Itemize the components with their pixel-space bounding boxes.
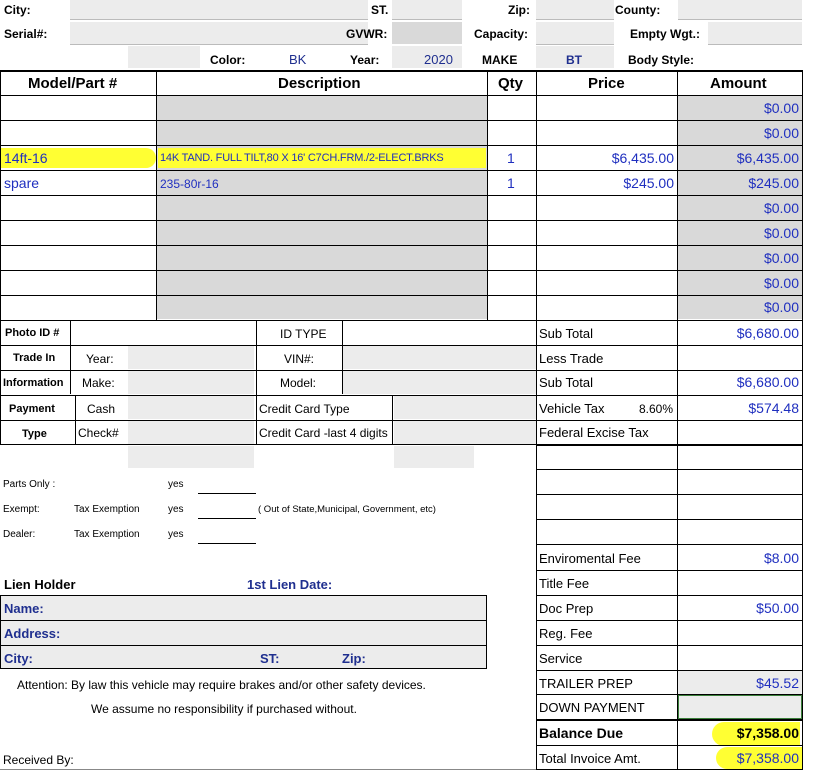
less-trade-label: Less Trade: [539, 351, 604, 366]
credit-card-type-label: Credit Card Type: [259, 402, 350, 416]
trailer-prep-label: TRAILER PREP: [539, 676, 633, 691]
lien-fields[interactable]: [1, 596, 486, 668]
photo-id-label: Photo ID #: [5, 327, 60, 339]
spacer-field-2: [394, 446, 474, 468]
total-invoice-label: Total Invoice Amt.: [539, 751, 641, 766]
dealer-tax-label: Tax Exemption: [74, 529, 140, 540]
env-fee-label: Enviromental Fee: [539, 551, 641, 566]
city-field[interactable]: [70, 0, 368, 19]
row-3-price: $245.00: [623, 175, 674, 191]
empty-wgt-field[interactable]: [708, 22, 802, 44]
down-payment-input[interactable]: [678, 695, 802, 719]
first-lien-date-label: 1st Lien Date:: [247, 577, 333, 592]
exempt-tax-label: Tax Exemption: [74, 504, 140, 515]
trailer-prep-value: $45.52: [756, 675, 799, 691]
description-column-fill: [157, 95, 487, 319]
row-3-amount: $245.00: [748, 175, 799, 191]
make-label: MAKE: [482, 53, 518, 67]
row-3-qty: 1: [507, 175, 515, 191]
header-price: Price: [588, 75, 625, 92]
check-field[interactable]: [128, 421, 254, 444]
row-2-description: 14K TAND. FULL TILT,80 X 16' C7CH.FRM./2-ELECT.BRKS: [160, 152, 444, 164]
lien-holder-label: Lien Holder: [4, 577, 76, 592]
lien-zip-label: Zip:: [342, 651, 366, 666]
row-5-amount: $0.00: [763, 225, 799, 241]
row-3-model: spare: [4, 175, 40, 191]
row-2-qty: 1: [507, 150, 515, 166]
doc-prep-value: $50.00: [756, 600, 799, 616]
row-2-model: 14ft-16: [4, 150, 48, 166]
serial-label: Serial#:: [4, 27, 48, 41]
lien-name-label: Name:: [4, 601, 44, 616]
row-1-amount: $0.00: [763, 125, 799, 141]
row-4-amount: $0.00: [763, 200, 799, 216]
received-by-label: Received By:: [3, 753, 74, 767]
empty-wgt-label: Empty Wgt.:: [630, 27, 700, 41]
vehicle-tax-value: $574.48: [748, 400, 799, 416]
header-description: Description: [278, 75, 361, 92]
trade-model-label: Model:: [280, 376, 317, 390]
dealer-line[interactable]: [198, 543, 256, 544]
row-0-amount: $0.00: [763, 100, 799, 116]
dealer-yes: yes: [168, 529, 184, 540]
capacity-field[interactable]: [536, 22, 614, 44]
title-fee-label: Title Fee: [539, 576, 590, 591]
capacity-label: Capacity:: [474, 27, 529, 41]
trade-make-label: Make:: [82, 376, 115, 390]
year-value: 2020: [424, 52, 453, 67]
county-label: County:: [615, 3, 661, 17]
vehicle-tax-rate: 8.60%: [639, 402, 674, 416]
federal-excise-label: Federal Excise Tax: [539, 425, 649, 440]
row-3-description: 235-80r-16: [160, 177, 219, 191]
county-field[interactable]: [678, 0, 802, 19]
row-2-amount: $6,435.00: [736, 150, 799, 166]
zip-field[interactable]: [536, 0, 614, 19]
id-type-label: ID TYPE: [280, 327, 327, 341]
exempt-line[interactable]: [198, 518, 256, 519]
reg-fee-label: Reg. Fee: [539, 626, 593, 641]
information-label: Information: [3, 377, 64, 389]
lien-address-label: Address:: [4, 626, 61, 641]
parts-only-label: Parts Only :: [3, 479, 56, 490]
doc-prep-label: Doc Prep: [539, 601, 594, 616]
balance-due-label: Balance Due: [539, 725, 624, 741]
dealer-label: Dealer:: [3, 529, 36, 540]
sub-total2-value: $6,680.00: [736, 374, 799, 390]
row-7-amount: $0.00: [763, 275, 799, 291]
credit-card-last4-field[interactable]: [394, 421, 536, 444]
trade-year-label: Year:: [86, 352, 114, 366]
spacer-field-1: [128, 446, 254, 468]
header-qty: Qty: [498, 75, 524, 92]
header-model: Model/Part #: [28, 75, 118, 92]
service-label: Service: [539, 651, 583, 666]
type-label: Type: [22, 428, 47, 440]
gvwr-label: GVWR:: [346, 27, 388, 41]
lien-city-label: City:: [4, 651, 33, 666]
responsibility-note: We assume no responsibility if purchased without.: [91, 702, 357, 716]
exempt-note: ( Out of State,Municipal, Government, etc): [258, 504, 436, 515]
row-8-amount: $0.00: [763, 299, 799, 315]
color-value: BK: [289, 52, 307, 67]
credit-card-last4-label: Credit Card -last 4 digits: [259, 426, 388, 440]
color-label: Color:: [210, 53, 246, 67]
header-amount: Amount: [710, 75, 767, 92]
trade-model-field[interactable]: [342, 371, 536, 394]
total-invoice-value: $7,358.00: [736, 750, 799, 766]
down-payment-label: DOWN PAYMENT: [539, 700, 645, 715]
balance-due-value: $7,358.00: [736, 725, 799, 741]
trade-in-label: Trade In: [13, 352, 56, 364]
vehicle-tax-label: Vehicle Tax: [539, 401, 605, 416]
city-label: City:: [4, 3, 31, 17]
env-fee-value: $8.00: [763, 550, 799, 566]
check-label: Check#: [78, 426, 119, 440]
cash-label: Cash: [87, 402, 116, 416]
lien-st-label: ST:: [260, 651, 280, 666]
header-spacer: [128, 46, 200, 68]
sub-total-label: Sub Total: [539, 326, 593, 341]
row-6-amount: $0.00: [763, 250, 799, 266]
exempt-label: Exempt:: [3, 504, 40, 515]
exempt-yes: yes: [168, 504, 184, 515]
gvwr-field[interactable]: [392, 22, 462, 44]
st-field[interactable]: [392, 0, 462, 19]
parts-only-line[interactable]: [198, 493, 256, 494]
attention-note: Attention: By law this vehicle may require brakes and/or other safety devices.: [17, 678, 426, 692]
row-2-price: $6,435.00: [611, 150, 674, 166]
serial-field[interactable]: [70, 22, 368, 44]
payment-label: Payment: [9, 403, 55, 415]
sub-total-value: $6,680.00: [736, 325, 799, 341]
st-label: ST.: [371, 3, 389, 17]
year-label: Year:: [350, 53, 380, 67]
trade-make-field[interactable]: [128, 371, 254, 394]
zip-label: Zip:: [508, 3, 530, 17]
vin-field[interactable]: [342, 346, 536, 369]
cash-field[interactable]: [128, 396, 254, 419]
trade-year-field[interactable]: [128, 346, 254, 369]
parts-only-yes: yes: [168, 479, 184, 490]
sub-total2-label: Sub Total: [539, 375, 593, 390]
vin-label: VIN#:: [284, 352, 315, 366]
credit-card-type-field[interactable]: [394, 396, 536, 419]
body-style-label: Body Style:: [628, 53, 695, 67]
make-value: BT: [566, 53, 582, 67]
